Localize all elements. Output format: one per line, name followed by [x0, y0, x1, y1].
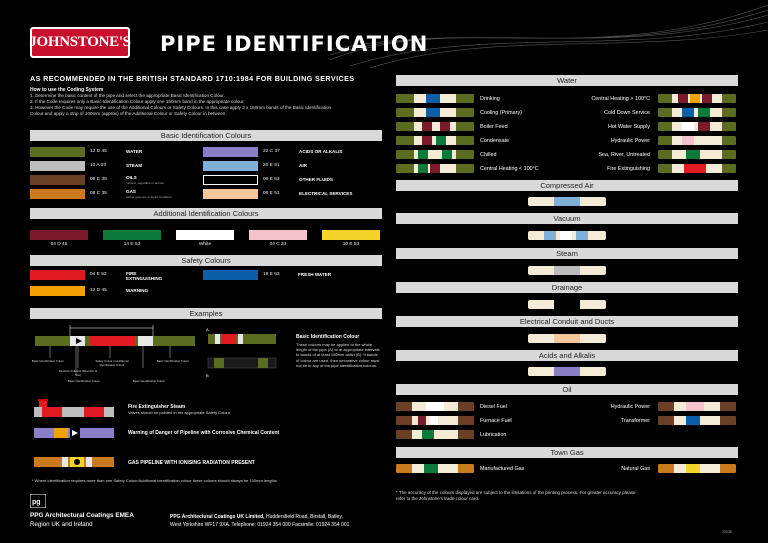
example-desc-text: These colours may be applied to the whole length of the pipe (A) or at appropriate intervals to bands of at least 150mm width (B). If bands of colour are used, then decorative colour must not be in any of the pipe identification colours.: [296, 342, 380, 368]
water-table: [396, 94, 738, 174]
color-swatch: [249, 230, 307, 240]
pipe-label: Central Heating > 100°C: [591, 96, 650, 102]
svg-text:B: B: [206, 373, 209, 378]
color-swatch: [203, 270, 258, 280]
colour-label: WARNING: [126, 288, 149, 293]
pipe-code: [528, 266, 606, 275]
colour-sub: (either gaseous or liquid condition): [126, 195, 172, 199]
pipe-code: [396, 136, 474, 145]
footer-region: Region UK and Ireland: [30, 521, 93, 528]
pipe-code: [658, 108, 736, 117]
pipe-label: Cold Down Service: [604, 110, 650, 116]
town-gas-heading: Town Gas: [396, 447, 738, 458]
colour-code: 04 C 33: [269, 242, 287, 247]
fire-extinguisher-pipe: [32, 397, 117, 423]
basic-row: [30, 145, 200, 159]
pipe-code: [528, 367, 606, 376]
pipe-code: [658, 136, 736, 145]
fire-text: Valves should be painted in the appropriate Safety Colour: [128, 410, 230, 415]
diagram-label: Basic Identification Colour: [67, 379, 101, 383]
colour-label: GAS: [126, 189, 136, 194]
colour-code: 18 E 53: [263, 272, 280, 277]
pipe-code: [658, 94, 736, 103]
color-swatch: [322, 230, 380, 240]
colour-label: OILS: [126, 175, 137, 180]
footer-address2: West Yorkshire WF17 9XA. Telephone: 01924 354 000 Facsimile: 01924 354 001: [170, 522, 350, 528]
colour-code: 10 E 53: [342, 242, 360, 247]
howto-step: Colour and apply a strip of 100mm (approx) of the Additional Colour or Safety Colour in between.: [30, 111, 227, 116]
howto-block: [30, 87, 382, 117]
safety-list: [30, 270, 382, 302]
basic-left-list: [30, 145, 200, 201]
diagram-label: Basic Identification Colour: [31, 359, 65, 363]
compressed-air-heading: Compressed Air: [396, 180, 738, 191]
pipe-label: Manufactured Gas: [480, 466, 525, 472]
pipe-label: Condensate: [480, 138, 510, 144]
ppg-logo-icon: [30, 494, 46, 508]
colour-code: 12 D 45: [90, 149, 107, 154]
corrosive-pipe: [32, 425, 117, 441]
johnstones-logo: JOHNSTONE'S: [30, 27, 130, 58]
colour-code: 06 C 39: [90, 177, 107, 182]
basic-row: [203, 173, 383, 187]
pipe-code: [658, 150, 736, 159]
diagram-label: Basic Identification Colour: [132, 379, 166, 383]
colour-label: AIR: [299, 163, 307, 168]
colour-code: 10 A 03: [90, 163, 107, 168]
pipe-code: [396, 108, 474, 117]
color-swatch: [30, 286, 85, 296]
steam-heading: Steam: [396, 248, 738, 259]
example-description: [296, 334, 382, 368]
pipe-code: [658, 402, 736, 411]
colour-code: 20 E 51: [263, 163, 280, 168]
basic-row: [203, 159, 383, 173]
example-desc-title: Basic Identification Colour: [296, 334, 360, 340]
svg-text:pg: pg: [32, 499, 41, 506]
colour-label: ACIDS OR ALKALIS: [299, 149, 343, 154]
howto-heading: How to use the Coding System: [30, 87, 104, 93]
color-swatch: [30, 230, 88, 240]
pipe-label: Hydraulic Power: [610, 138, 650, 144]
color-swatch: [203, 189, 258, 199]
water-heading: Water: [396, 75, 738, 86]
colour-label: ELECTRICAL SERVICES: [299, 191, 353, 196]
pipe-label: Hot Water Supply: [607, 124, 650, 130]
pipe-code: [396, 416, 474, 425]
pipe-label: Cooling (Primary): [480, 110, 522, 116]
pipe-label: Transformer: [620, 418, 650, 424]
basic-row: [30, 173, 200, 187]
pipe-label: Natural Gas: [621, 466, 650, 472]
pipe-code: [658, 464, 736, 473]
examples-note: * Where identification requires more than one Safety Colour/Additional identification colour these colours should always be 100mm lengths.: [32, 478, 278, 483]
color-swatch: [203, 175, 258, 185]
footer-company: PPG Architectural Coatings UK Limited,: [170, 514, 265, 520]
color-swatch: [30, 189, 85, 199]
examples-heading: Examples: [30, 308, 382, 319]
colour-code: 04 D 45: [50, 242, 68, 247]
colour-label: OTHER FLUIDS: [299, 177, 333, 182]
colour-code: White: [198, 242, 212, 247]
diagram-label: Safety Colour or Additional Identification Colour: [95, 359, 129, 367]
pipe-label: Diesel Fuel: [480, 404, 507, 410]
vacuum-heading: Vacuum: [396, 213, 738, 224]
basic-row: [203, 145, 383, 159]
subtitle: AS RECOMMENDED IN THE BRITISH STANDARD 1710:1984 FOR BUILDING SERVICES: [30, 74, 355, 83]
colour-code: 12 D 45: [90, 288, 107, 293]
colour-label: WATER: [126, 149, 143, 154]
acids-heading: Acids and Alkalis: [396, 350, 738, 361]
pipe-label: Fire Extinguishing: [607, 166, 650, 172]
fire-block: [128, 404, 230, 415]
gas-radiation-pipe: [32, 453, 117, 471]
footer-brand: PPG Architectural Coatings EMEA: [30, 512, 134, 519]
electrical-heading: Electrical Conduit and Ducts: [396, 316, 738, 327]
gas-text: GAS PIPELINE WITH IONISING RADIATION PRESENT: [128, 460, 255, 466]
pipe-label: Hydraulic Power: [610, 404, 650, 410]
diagram-label: Direction Indicator (Direction of flow): [58, 369, 98, 377]
footer-code: 20038: [722, 530, 732, 534]
colour-code: 06 E 51: [263, 191, 280, 196]
pipe-label: Boiler Feed: [480, 124, 508, 130]
basic-row: [203, 187, 383, 201]
svg-text:A: A: [206, 327, 209, 332]
color-swatch: [30, 147, 85, 157]
pipe-label: Furnace Fuel: [480, 418, 512, 424]
pipe-label: Lubrication: [480, 432, 507, 438]
howto-step: 3. However the Code may require the use of the Additional Colours or Safety Colours. In this case apply 2 x 150mm bands of the Basic Identification: [30, 105, 332, 110]
pipe-label: Sea, River, Untreated: [598, 152, 650, 158]
colour-label: STEAM: [126, 163, 143, 168]
fire-title: Fire Extinguisher Steam: [128, 404, 186, 410]
colour-sub: mineral, vegetable or animal: [126, 181, 164, 185]
pipe-code: [396, 150, 474, 159]
safety-heading: Safety Colours: [30, 255, 382, 266]
drainage-heading: Drainage: [396, 282, 738, 293]
color-swatch: [203, 161, 258, 171]
additional-heading: Additional Identification Colours: [30, 208, 382, 219]
colour-code: 00 E 53: [263, 177, 280, 182]
pipe-code: [396, 464, 474, 473]
pipe-code: [396, 402, 474, 411]
pipe-code: [528, 334, 606, 343]
additional-list: [30, 230, 382, 252]
pipe-code: [396, 94, 474, 103]
color-swatch: [30, 161, 85, 171]
howto-step: 1. Determine the basic content of the pipe and select the appropriate Basic Identification Colour.: [30, 93, 225, 98]
color-swatch: [30, 175, 85, 185]
pipe-code: [658, 416, 736, 425]
gas-table: [396, 464, 738, 478]
pipe-code: [396, 122, 474, 131]
colour-code: 08 C 35: [90, 191, 107, 196]
basic-right-list: [203, 145, 383, 201]
pipe-label: Central Heating < 100°C: [480, 166, 539, 172]
pipe-label: Chilled: [480, 152, 497, 158]
disclaimer: * The accuracy of the colours displayed are subject to the limitations of the printing process. For greater accuracy please refer to the Johnstone's trade colour card.: [396, 490, 636, 501]
colour-code: 04 E 53: [90, 272, 107, 277]
colour-label: FIRE EXTINGUISHING: [126, 271, 163, 281]
diagram-label: Basic Identification Colour: [156, 359, 190, 363]
colour-label: FRESH WATER: [298, 272, 332, 277]
pipe-code: [396, 164, 474, 173]
pipe-code: [658, 122, 736, 131]
pipe-label: Drinking: [480, 96, 500, 102]
oil-table: [396, 402, 738, 442]
color-swatch: [103, 230, 161, 240]
colour-code: 22 C 37: [263, 149, 280, 154]
oil-heading: Oil: [396, 384, 738, 395]
footer-address-block: [170, 514, 343, 520]
example-labels: [30, 359, 290, 389]
warning-text: Warning of Danger of Pipeline with Corrosive Chemical Content: [128, 430, 280, 436]
colour-code: 14 E 53: [123, 242, 141, 247]
pipe-code: [396, 430, 474, 439]
pipe-code: [528, 300, 606, 309]
footer-address: Huddersfield Road, Birstall, Batley,: [265, 514, 343, 520]
basic-row: [30, 159, 200, 173]
pipe-code: [658, 164, 736, 173]
basic-row: [30, 187, 200, 201]
pipe-code: [528, 231, 606, 240]
color-swatch: [30, 270, 85, 280]
howto-step: 2. If the Code requires only a Basic Identification Colour apply one 150mm band in the appropriate colour.: [30, 99, 245, 104]
color-swatch: [176, 230, 234, 240]
page-title: PIPE IDENTIFICATION: [160, 32, 429, 56]
color-swatch: [203, 147, 258, 157]
basic-heading: Basic Identification Colours: [30, 130, 382, 141]
pipe-code: [528, 197, 606, 206]
